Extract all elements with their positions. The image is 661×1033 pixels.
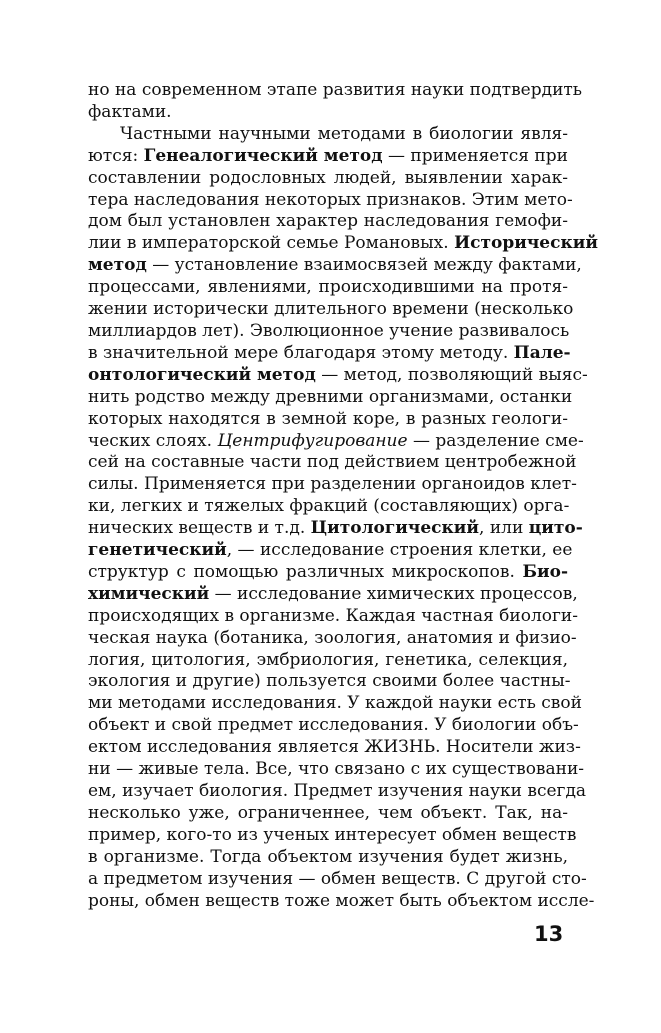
text-run: ем, изучает биология. Предмет изучения науки всегда — [88, 781, 587, 801]
text-line — [88, 233, 598, 255]
text-run: миллиардов лет). Эволюционное учение развивалось — [88, 320, 570, 341]
bold-term: Пале- — [513, 342, 571, 363]
text-run: фактами. — [88, 101, 172, 122]
text-line — [88, 146, 568, 168]
text-line — [88, 540, 573, 562]
text-run: — установление взаимосвязей между фактами, — [146, 255, 582, 276]
bold-term: цито- — [528, 518, 583, 539]
text-run: ческих слоях. — [88, 430, 218, 451]
text-run: ются: — [88, 145, 144, 166]
text-run: роны, обмен веществ тоже может быть объектом иссле- — [88, 890, 595, 911]
text-line — [88, 430, 584, 453]
text-run: жении исторически длительного времени (несколько — [88, 299, 574, 320]
text-run: нических веществ и т.д. — [88, 518, 311, 539]
bold-term: Цитологический — [310, 518, 480, 539]
text-line — [88, 890, 595, 913]
text-line — [88, 321, 568, 343]
text-run: , или — [479, 518, 529, 539]
text-line — [88, 496, 568, 518]
text-run: логия, цитология, эмбриология, генетика, селекция, — [88, 649, 568, 670]
bold-term: генетический — [88, 540, 227, 561]
bold-term: химический — [88, 583, 210, 604]
bold-term: метод — [88, 255, 147, 276]
text-run: — метод, позволяющий выяс- — [315, 364, 588, 385]
text-run: структур с помощью различных микроскопов. — [88, 561, 523, 582]
page-number: 13 — [534, 922, 564, 946]
text-line — [88, 583, 578, 606]
text-run: ческая наука (ботаника, зоология, анатомия и физио- — [88, 627, 577, 648]
text-run: экология и другие) пользуется своими более частны- — [88, 671, 571, 692]
text-line — [88, 650, 568, 672]
text-run: а предметом изучения — обмен веществ. С другой сто- — [88, 868, 587, 889]
text-run: — применяется при — [382, 145, 568, 166]
text-line — [88, 189, 573, 212]
italic-term: Центрифугирование — [217, 430, 408, 451]
text-run: ни — живые тела. Все, что связано с их существовани- — [88, 759, 585, 780]
text-run: силы. Применяется при разделении органоидов клет- — [88, 474, 577, 495]
text-line — [88, 409, 568, 431]
bold-term: Исторический — [454, 233, 598, 254]
bold-term: онтологический метод — [88, 364, 316, 385]
text-line — [88, 364, 588, 387]
text-run: в организме. Тогда объектом изучения будет жизнь, — [88, 846, 568, 867]
text-run: сей на составные части под действием центробежной — [88, 452, 577, 473]
text-run: которых находятся в земной коре, в разных геологи- — [88, 408, 568, 429]
text-run: составлении родословных людей, выявлении харак- — [88, 167, 568, 188]
text-line — [88, 627, 577, 650]
text-run: происходящих в организме. Каждая частная биологи- — [88, 605, 578, 626]
text-run: нить родство между древними организмами, останки — [88, 386, 573, 407]
text-run: дом был установлен характер наследования гемофи- — [88, 211, 568, 232]
text-line — [88, 80, 583, 102]
text-run: объект и свой предмет исследования. У биологии объ- — [88, 715, 579, 736]
text-line — [88, 803, 568, 825]
text-run: тера наследования некоторых признаков. Этим мето- — [88, 189, 573, 210]
text-line — [88, 255, 582, 277]
text-line — [88, 102, 568, 124]
text-line — [88, 671, 571, 693]
text-line — [88, 737, 581, 759]
text-run: Частными научными методами в биологии явля- — [120, 123, 568, 144]
text-line — [88, 562, 568, 584]
text-line — [88, 781, 587, 803]
bold-term: Генеалогический метод — [143, 145, 383, 166]
text-run: но на современном этапе развития науки подтвердить — [88, 80, 583, 100]
text-line — [88, 342, 571, 365]
text-run: ми методами исследования. У каждой науки есть свой — [88, 693, 582, 714]
text-line — [88, 518, 583, 540]
text-run: ки, легких и тяжелых фракций (составляющих) орга- — [88, 496, 570, 517]
text-line — [88, 824, 577, 847]
text-line — [88, 277, 568, 299]
text-line — [88, 847, 568, 869]
text-run: несколько уже, ограниченнее, чем объект. Так, на- — [88, 802, 568, 823]
bold-term: Био- — [522, 561, 568, 582]
text-line — [88, 168, 568, 190]
text-line — [88, 386, 573, 409]
text-line — [88, 759, 585, 781]
text-line — [88, 124, 568, 146]
text-run: лии в императорской семье Романовых. — [88, 233, 455, 254]
text-run: — исследование химических процессов, — [209, 583, 578, 604]
text-line — [88, 211, 568, 233]
body-text — [88, 80, 598, 912]
text-run: ектом исследования является ЖИЗНЬ. Носители жиз- — [88, 737, 581, 758]
text-line — [88, 693, 582, 715]
text-line — [88, 715, 579, 737]
text-line — [88, 868, 587, 891]
text-run: в значительной мере благодаря этому методу. — [88, 342, 514, 363]
text-run: процессами, явлениями, происходившими на протя- — [88, 277, 568, 298]
text-run: — разделение сме- — [407, 430, 584, 451]
text-run: , — исследование строения клетки, ее — [226, 540, 573, 561]
text-line — [88, 605, 578, 628]
text-line — [88, 299, 574, 321]
text-line — [88, 474, 577, 496]
text-run: пример, кого-то из ученых интересует обмен веществ — [88, 824, 577, 845]
text-line — [88, 452, 577, 474]
